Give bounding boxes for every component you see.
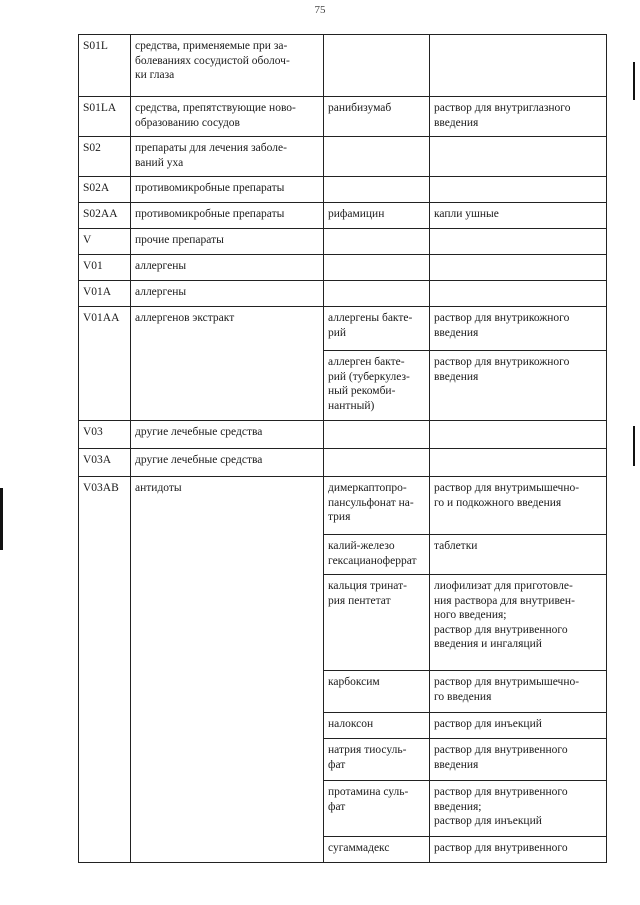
atc-code-cell [79,477,131,863]
drug-name-cell [324,713,430,739]
drug-name-cell [324,449,430,477]
table-row [79,177,607,203]
drug-name-cell [324,229,430,255]
atc-code-cell [79,97,131,137]
drug-name-cell-text: налоксон [328,718,374,730]
drug-name-cell [324,255,430,281]
atc-code-cell-text: V03A [83,454,112,466]
group-name-cell-text: противомикробные препараты [135,208,285,220]
drug-name-cell-text: протамина суль- фат [328,786,409,813]
drug-name-cell-text: аллерген бакте- рий (туберкулез- ный рекомби- нантный) [328,356,410,412]
dosage-form-cell [430,307,607,351]
group-name-cell [131,177,324,203]
atc-code-cell [79,35,131,97]
scan-edge-mark [0,488,3,550]
group-name-cell-text: средства, применяемые при за- болеваниях сосудистой оболоч- ки глаза [135,40,290,81]
dosage-form-cell [430,837,607,863]
drug-name-cell [324,781,430,837]
group-name-cell-text: аллергенов экстракт [135,312,235,324]
atc-code-cell [79,421,131,449]
dosage-form-cell-text: раствор для инъекций [434,718,542,730]
drug-name-cell [324,281,430,307]
atc-code-cell-text: V01AA [83,312,120,324]
dosage-form-cell [430,351,607,421]
table-row [79,137,607,177]
group-name-cell [131,255,324,281]
group-name-cell [131,477,324,863]
atc-code-cell-text: S02 [83,142,101,154]
group-name-cell-text: прочие препараты [135,234,224,246]
atc-code-cell-text: S01LA [83,102,117,114]
dosage-form-cell-text: раствор для внутрикожного введения [434,312,570,339]
drug-name-cell-text: рифамицин [328,208,385,220]
atc-code-cell [79,203,131,229]
table-row [79,97,607,137]
dosage-form-cell [430,203,607,229]
group-name-cell-text: средства, препятствующие ново- образованию сосудов [135,102,296,129]
atc-code-cell-text: V [83,234,92,246]
dosage-form-cell [430,255,607,281]
atc-code-cell-text: V01A [83,286,112,298]
atc-code-cell [79,449,131,477]
drug-name-cell-text: димеркаптопро- пансульфонат на- трия [328,482,414,523]
drug-name-cell [324,351,430,421]
group-name-cell [131,307,324,421]
atc-code-cell-text: V03 [83,426,103,438]
dosage-form-cell-text: раствор для внутриглазного введения [434,102,571,129]
table-row [79,477,607,535]
drug-name-cell [324,97,430,137]
dosage-form-cell [430,713,607,739]
drug-name-cell [324,177,430,203]
table-row [79,35,607,97]
table-body [79,35,607,863]
atc-code-cell [79,255,131,281]
drug-name-cell-text: калий-железо гексацианоферрат [328,540,417,567]
table-row [79,421,607,449]
drug-name-cell [324,477,430,535]
drug-name-cell [324,203,430,229]
dosage-form-cell [430,671,607,713]
dosage-form-cell [430,421,607,449]
group-name-cell [131,229,324,255]
dosage-form-cell-text: раствор для внутрикожного введения [434,356,570,383]
atc-code-cell [79,281,131,307]
drug-name-cell [324,137,430,177]
atc-code-cell [79,177,131,203]
drug-name-cell [324,739,430,781]
table-row [79,281,607,307]
atc-code-cell-text: S01L [83,40,108,52]
scan-edge-mark [633,426,635,466]
group-name-cell-text: другие лечебные средства [135,426,263,438]
atc-code-cell-text: S02A [83,182,110,194]
table-row [79,229,607,255]
dosage-form-cell [430,281,607,307]
dosage-form-cell-text: лиофилизат для приготовле- ния раствора для внутривен- ного введения; раствор для внутривенного введения и ингаляций [434,580,575,650]
drug-name-cell-text: натрия тиосуль- фат [328,744,407,771]
group-name-cell-text: аллергены [135,286,187,298]
atc-code-cell-text: V01 [83,260,103,272]
group-name-cell-text: антидоты [135,482,182,494]
group-name-cell [131,35,324,97]
dosage-form-cell-text: капли ушные [434,208,499,220]
group-name-cell-text: препараты для лечения заболе- ваний уха [135,142,287,169]
group-name-cell-text: другие лечебные средства [135,454,263,466]
group-name-cell [131,421,324,449]
dosage-form-cell-text: раствор для внутривенного введения [434,744,568,771]
drug-name-cell [324,671,430,713]
drug-name-cell [324,421,430,449]
drug-name-cell-text: сугаммадекс [328,842,390,854]
drug-name-cell-text: кальция тринат- рия пентетат [328,580,407,607]
dosage-form-cell-text: раствор для внутривенного введения; раствор для инъекций [434,786,568,827]
drug-name-cell [324,575,430,671]
dosage-form-cell [430,137,607,177]
group-name-cell [131,281,324,307]
drug-name-cell-text: аллергены бакте- рий [328,312,413,339]
table-row [79,449,607,477]
group-name-cell-text: аллергены [135,260,187,272]
dosage-form-cell [430,449,607,477]
dosage-form-cell [430,229,607,255]
atc-code-cell [79,229,131,255]
drug-name-cell [324,837,430,863]
drug-name-cell [324,535,430,575]
drug-name-cell [324,35,430,97]
dosage-form-cell [430,177,607,203]
dosage-form-cell [430,97,607,137]
dosage-form-cell [430,781,607,837]
dosage-form-cell-text: таблетки [434,540,478,552]
drug-classification-table [78,34,607,863]
dosage-form-cell [430,477,607,535]
drug-name-cell-text: карбоксим [328,676,380,688]
dosage-form-cell [430,535,607,575]
page-number: 75 [314,4,326,16]
drug-name-cell [324,307,430,351]
dosage-form-cell-text: раствор для внутримышечно- го и подкожного введения [434,482,580,509]
group-name-cell [131,97,324,137]
scan-edge-mark [633,62,635,100]
dosage-form-cell-text: раствор для внутривенного [434,842,568,854]
atc-code-cell-text: S02AA [83,208,118,220]
group-name-cell [131,137,324,177]
atc-code-cell [79,307,131,421]
dosage-form-cell [430,739,607,781]
table-row [79,203,607,229]
group-name-cell [131,203,324,229]
drug-name-cell-text: ранибизумаб [328,102,392,114]
group-name-cell-text: противомикробные препараты [135,182,285,194]
group-name-cell [131,449,324,477]
atc-code-cell-text: V03AB [83,482,119,494]
dosage-form-cell-text: раствор для внутримышечно- го введения [434,676,580,703]
table-row [79,255,607,281]
dosage-form-cell [430,575,607,671]
table-row [79,307,607,351]
dosage-form-cell [430,35,607,97]
atc-code-cell [79,137,131,177]
